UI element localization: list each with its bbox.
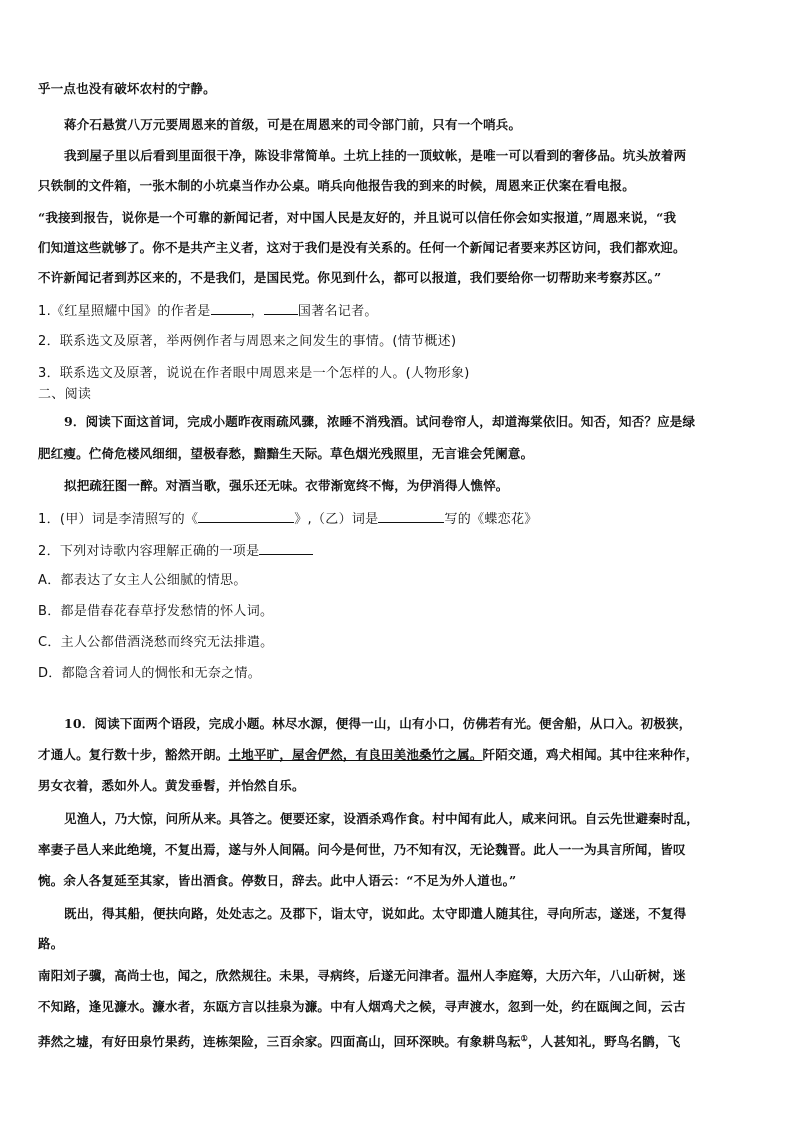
sub-question-2 <box>38 540 760 562</box>
text-line: 乎一点也没有破坏农村的宁静。 <box>38 81 216 96</box>
text-line: 我到屋子里以后看到里面很干净，陈设非常简单。土坑上挂的一顶蚊帐，是唯一可以看到的奢侈品。坑头放着两 <box>64 148 687 163</box>
question-1 <box>38 300 760 322</box>
text-segment: 阡陌交通，鸡犬相闻。其中往来种作， <box>482 747 699 762</box>
text-line: 只铁制的文件箱，一张木制的小坑桌当作办公桌。哨兵向他报告我的到来的时候，周恩来正伏案在看电报。 <box>38 178 635 193</box>
text-line: 9．阅读下面这首词，完成小题昨夜雨疏风骤，浓睡不消残酒。试问卷帘人，却道海棠依旧。知否，知否？应是绿 <box>64 414 696 429</box>
text-line: 南阳刘子骥，高尚士也，闻之，欣然规往。未果，寻病终，后遂无问津者。温州人李庭筹，大历六年，八山斫树，迷 <box>38 968 686 983</box>
text-line: 们知道这些就够了。你不是共产主义者，这对于我们是没有关系的。任何一个新闻记者要来苏区访问，我们都欢迎。 <box>38 240 686 255</box>
option-b[interactable]: B．都是借春花春草抒发愁情的怀人词。 <box>38 604 274 619</box>
question-text: 2．下列对诗歌内容理解正确的一项是 <box>38 544 260 559</box>
answer-blank[interactable] <box>198 508 294 523</box>
underlined-sentence: 土地平旷，屋舍俨然，有良田美池桑竹之属。 <box>228 747 483 762</box>
question-text: 》,（乙）词是 <box>294 512 379 527</box>
text-line: 路。 <box>38 936 64 951</box>
answer-blank[interactable] <box>259 540 313 555</box>
text-line <box>38 745 760 765</box>
footnote-marker: ① <box>520 1033 528 1043</box>
option-a[interactable]: A．都表达了女主人公细腻的情思。 <box>38 573 247 588</box>
sub-question-1 <box>38 508 760 530</box>
text-line: “我接到报告，说你是一个可靠的新闻记者，对中国人民是友好的，并且说可以信任你会如实报道，”周恩来说，“我 <box>38 210 677 225</box>
text-segment: 莽然之墟，有好田泉竹果药，连栋架险，三百余家。四面高山，回环深映。有象耕鸟耘 <box>38 1034 521 1050</box>
answer-blank[interactable] <box>378 508 444 523</box>
question-text: 1.《红星照耀中国》的作者是 <box>38 304 211 319</box>
text-line: 不许新闻记者到苏区来的，不是我们，是国民党。你见到什么，都可以报道，我们要给你一切帮助来考察苏区。” <box>38 270 662 285</box>
question-3: 3．联系选文及原著，说说在作者眼中周恩来是一个怎样的人。(人物形象) <box>38 366 470 381</box>
text-line: 见渔人，乃大惊，问所从来。具答之。便要还家，设酒杀鸡作食。村中闻有此人，咸来问讯。自云先世避秦时乱， <box>64 811 700 826</box>
question-text: 1．(甲）词是李清照写的《 <box>38 512 199 527</box>
text-line: 蒋介石悬赏八万元要周恩来的首级，可是在周恩来的司令部门前，只有一个哨兵。 <box>64 117 522 132</box>
text-segment: 才通人。复行数十步，豁然开朗。 <box>38 747 229 762</box>
text-segment: ，人甚知礼，野鸟名鹠，飞 <box>527 1034 681 1050</box>
question-2: 2．联系选文及原著，举两例作者与周恩来之间发生的事情。(情节概述) <box>38 334 457 349</box>
text-line: 率妻子邑人来此绝境，不复出焉，遂与外人间隔。问今是何世，乃不知有汉，无论魏晋。此人一一为具言所闻，皆叹 <box>38 842 686 857</box>
text-line: 拟把疏狂图一醉。对酒当歌，强乐还无味。衣带渐宽终不悔，为伊消得人憔悴。 <box>64 478 509 493</box>
text-line: 惋。余人各复延至其家，皆出酒食。停数日，辞去。此中人语云：“不足为外人道也。” <box>38 873 517 888</box>
text-line: 肥红瘦。伫倚危楼风细细，望极春愁，黯黯生天际。草色烟光残照里，无言谁会凭阑意。 <box>38 446 534 461</box>
text-line <box>38 1028 760 1052</box>
answer-blank[interactable] <box>264 300 298 315</box>
question-text: 写的《蝶恋花》 <box>444 512 538 527</box>
text-line: 既出，得其船，便扶向路，处处志之。及郡下，诣太守，说如此。太守即遣人随其往，寻向所志，遂迷，不复得 <box>64 906 687 921</box>
text-line: 不知路，逢见濂水。濂水者，东瓯方言以挂泉为濂。中有人烟鸡犬之候，寻声渡水，忽到一处，约在瓯闽之间，云古 <box>38 999 686 1014</box>
section-heading: 二、阅读 <box>38 387 92 402</box>
answer-blank[interactable] <box>211 300 251 315</box>
option-c[interactable]: C．主人公都借酒浇愁而终究无法排遣。 <box>38 635 274 650</box>
text-line: 男女衣着，悉如外人。黄发垂髫，并怡然自乐。 <box>38 778 305 793</box>
option-d[interactable]: D．都隐含着词人的惆怅和无奈之情。 <box>38 666 262 681</box>
text-line: 10．阅读下面两个语段，完成小题。林尽水源，便得一山，山有小口，仿佛若有光。便舍船，从口入。初极狭， <box>64 716 692 731</box>
question-text: ， <box>250 304 264 319</box>
question-text: 国著名记者。 <box>297 304 378 319</box>
